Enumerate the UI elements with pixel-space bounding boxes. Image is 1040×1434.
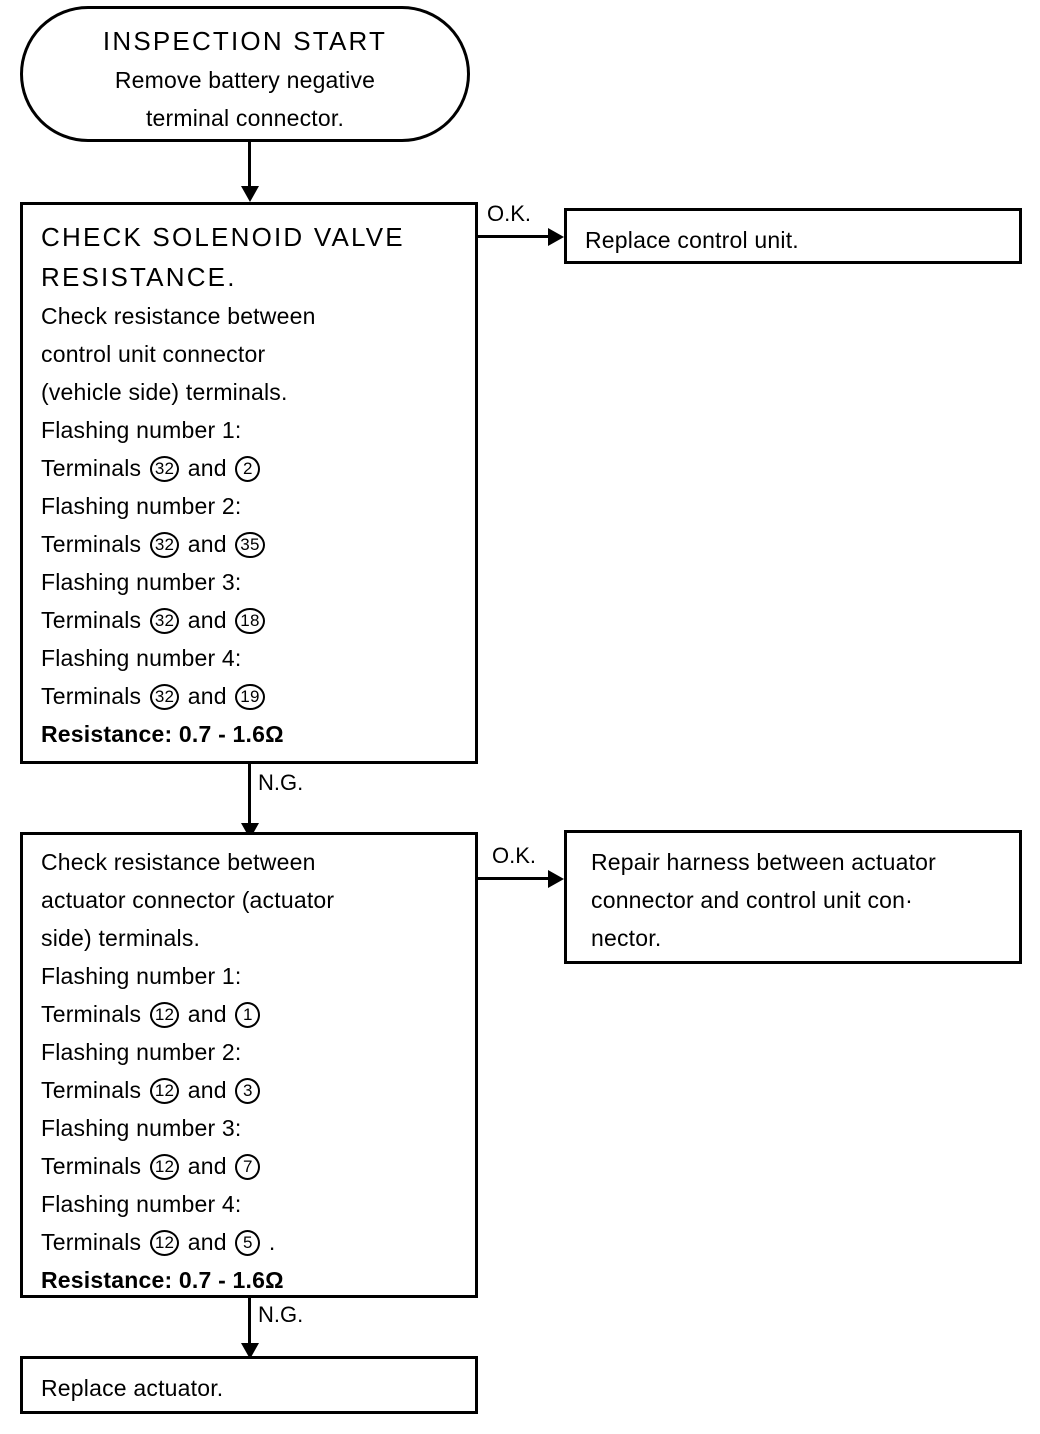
and-label: and	[187, 1077, 227, 1103]
terminals-label: Terminals	[41, 1229, 142, 1255]
replace-control-unit-text: Replace control unit.	[585, 227, 799, 253]
check-solenoid-flashing-2: Flashing number 2:	[41, 493, 242, 519]
edge-label-ng-1: N.G.	[258, 770, 304, 795]
connector-check-to-replace-control-unit	[478, 235, 554, 238]
check-solenoid-line-5: (vehicle side) terminals.	[41, 379, 288, 405]
check-solenoid-flashing-1: Flashing number 1:	[41, 417, 242, 443]
check-solenoid-terminals-3	[41, 601, 457, 639]
start-title: INSPECTION START	[102, 26, 388, 56]
terminal-circle-a: 32	[150, 532, 179, 558]
check-actuator-flashing-1: Flashing number 1:	[41, 963, 242, 989]
check-actuator-terminals-2	[41, 1071, 457, 1109]
and-label: and	[187, 683, 227, 709]
check-actuator-line-2: actuator connector (actuator	[41, 887, 335, 913]
terminal-circle-b: 3	[235, 1078, 260, 1104]
check-solenoid-terminals-2	[41, 525, 457, 563]
terminal-circle-b: 35	[235, 532, 264, 558]
terminal-circle-b: 19	[235, 684, 264, 710]
check-solenoid-resistance-spec: Resistance: 0.7 - 1.6Ω	[41, 721, 284, 747]
check-solenoid-line-4: control unit connector	[41, 341, 266, 367]
and-label: and	[187, 607, 227, 633]
edge-label-ok-2: O.K.	[492, 843, 537, 868]
terminal-circle-a: 12	[150, 1002, 179, 1028]
terminals-label: Terminals	[41, 1001, 142, 1027]
terminals-label: Terminals	[41, 1077, 142, 1103]
check-actuator-line-1: Check resistance between	[41, 849, 316, 875]
check-solenoid-line-3: Check resistance between	[41, 303, 316, 329]
connector-check-to-actuator	[248, 764, 251, 832]
check-actuator-resistance-spec: Resistance: 0.7 - 1.6Ω	[41, 1267, 284, 1293]
terminal-circle-b: 1	[235, 1002, 260, 1028]
terminal-circle-a: 12	[150, 1154, 179, 1180]
repair-harness-line-3: nector.	[591, 925, 662, 951]
terminal-circle-a: 12	[150, 1078, 179, 1104]
terminal-circle-b: 18	[235, 608, 264, 634]
terminal-circle-a: 32	[150, 684, 179, 710]
connector-actuator-to-repair-harness	[478, 877, 554, 880]
and-label: and	[187, 1153, 227, 1179]
and-label: and	[187, 1001, 227, 1027]
terminals-label: Terminals	[41, 607, 142, 633]
check-solenoid-title-line-2: RESISTANCE.	[41, 262, 237, 292]
replace-actuator-text: Replace actuator.	[41, 1375, 224, 1401]
node-check-actuator-resistance	[20, 832, 478, 1298]
and-label: and	[187, 1229, 227, 1255]
connector-start-to-check	[248, 142, 251, 192]
start-line-2: Remove battery negative	[114, 67, 376, 93]
check-actuator-terminals-3	[41, 1147, 457, 1185]
repair-harness-line-1: Repair harness between actuator	[591, 849, 937, 875]
node-replace-actuator	[20, 1356, 478, 1414]
node-inspection-start	[20, 6, 470, 142]
check-actuator-flashing-4: Flashing number 4:	[41, 1191, 242, 1217]
check-solenoid-title-line-1: CHECK SOLENOID VALVE	[41, 222, 405, 252]
check-solenoid-terminals-1	[41, 449, 457, 487]
terminal-circle-a: 12	[150, 1230, 179, 1256]
arrowhead-start-to-check	[241, 186, 259, 202]
terminals-label: Terminals	[41, 683, 142, 709]
check-actuator-terminals-4	[41, 1223, 457, 1261]
check-actuator-line-3: side) terminals.	[41, 925, 201, 951]
terminal-circle-b: 2	[235, 456, 260, 482]
check-actuator-terminals-1	[41, 995, 457, 1033]
start-line-3: terminal connector.	[145, 105, 345, 131]
check-solenoid-flashing-4: Flashing number 4:	[41, 645, 242, 671]
arrowhead-to-repair-harness	[548, 870, 564, 888]
edge-label-ng-2: N.G.	[258, 1302, 304, 1327]
repair-harness-line-2: connector and control unit con·	[591, 887, 914, 913]
node-replace-control-unit	[564, 208, 1022, 264]
check-actuator-flashing-3: Flashing number 3:	[41, 1115, 242, 1141]
and-label: and	[187, 531, 227, 557]
check-solenoid-flashing-3: Flashing number 3:	[41, 569, 242, 595]
terminal-circle-a: 32	[150, 456, 179, 482]
terminals-label: Terminals	[41, 531, 142, 557]
terminals-label: Terminals	[41, 1153, 142, 1179]
edge-label-ok-1: O.K.	[487, 201, 532, 226]
terminal-circle-b: 5	[235, 1230, 260, 1256]
check-solenoid-terminals-4	[41, 677, 457, 715]
node-check-solenoid-resistance	[20, 202, 478, 764]
terminals-label: Terminals	[41, 455, 142, 481]
trailing-punctuation: .	[268, 1229, 276, 1255]
terminal-circle-b: 7	[235, 1154, 260, 1180]
and-label: and	[187, 455, 227, 481]
terminal-circle-a: 32	[150, 608, 179, 634]
check-actuator-flashing-2: Flashing number 2:	[41, 1039, 242, 1065]
node-repair-harness	[564, 830, 1022, 964]
arrowhead-to-replace-control-unit	[548, 228, 564, 246]
